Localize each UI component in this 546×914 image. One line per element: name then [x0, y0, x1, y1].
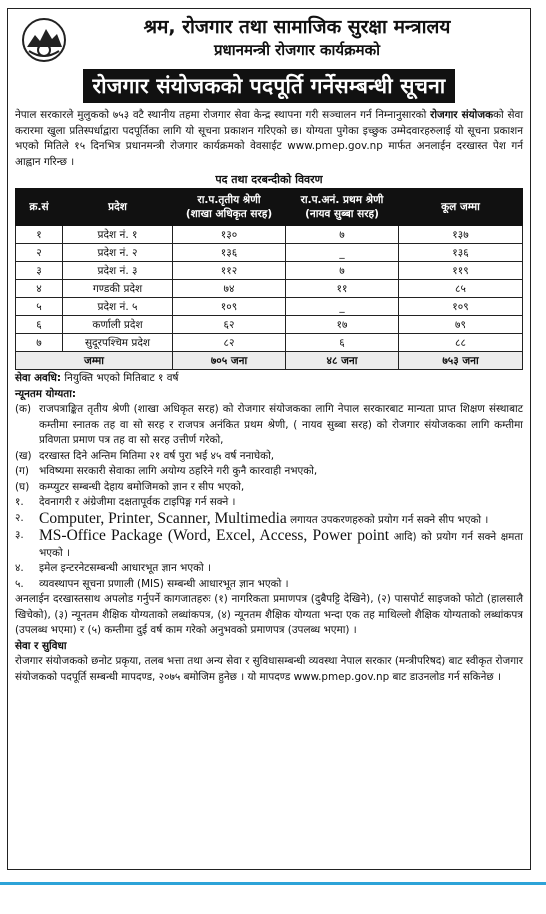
- table-total-row: [16, 352, 523, 370]
- table-header-row: [16, 189, 523, 226]
- cell-total: १३७: [399, 226, 523, 244]
- item-text: देवनागरी र अंग्रेजीमा दक्षतापूर्वक टाइपिङ्ग गर्न सक्ने ।: [39, 496, 236, 508]
- qualification-list: [15, 402, 523, 495]
- cell-subba: ७: [286, 226, 399, 244]
- skill-item: [15, 577, 523, 593]
- item-text: इमेल इन्टरनेटसम्बन्धी आधारभूत ज्ञान भएको ।: [39, 562, 211, 574]
- bottom-divider: [0, 882, 546, 885]
- table-row: [16, 244, 523, 262]
- item-emphasis: MS-Office Package (Word, Excel, Access, Power point: [39, 527, 390, 544]
- item-marker: ३.: [15, 529, 24, 541]
- col-officer: रा.प.तृतीय श्रेणी (शाखा अधिकृत सरह): [173, 189, 286, 226]
- table-row: [16, 316, 523, 334]
- item-marker: ४.: [15, 562, 24, 574]
- total-all: ७५३ जना: [399, 352, 523, 370]
- notice: [7, 8, 531, 870]
- col-province: प्रदेश: [63, 189, 173, 226]
- nepal-emblem-icon: [21, 17, 67, 63]
- total-label: जम्मा: [16, 352, 173, 370]
- notice-banner: रोजगार संयोजकको पदपूर्ति गर्नेसम्बन्धी सूचना: [83, 69, 456, 103]
- cell-province: प्रदेश नं. २: [63, 244, 173, 262]
- cell-officer: १३६: [173, 244, 286, 262]
- cell-subba: ११: [286, 280, 399, 298]
- cell-province: कर्णाली प्रदेश: [63, 316, 173, 334]
- cell-subba: ६: [286, 334, 399, 352]
- item-text: राजपत्राङ्कित तृतीय श्रेणी (शाखा अधिकृत सरह) को रोजगार संयोजकका लागि नेपाल सरकारबाट मान्यता प्राप्त शिक्षण संस्थाबाट कम्तीमा स्नातक तह वा सो सरह र राजपत्र अनंकित प्रथम श्रेणी, ( नायव सुब्बा सरह) को रोजगार संयोजकका लागि कम्तीमा प्रविणता प्रमाण पत्र तह वा सो सरह उत्तीर्ण गरेको,: [39, 403, 523, 446]
- item-text: दरखास्त दिने अन्तिम मितिमा २१ वर्ष पुरा भई ४५ वर्ष ननाघेको,: [39, 449, 275, 462]
- cell-total: ११९: [399, 262, 523, 280]
- item-text: लगायत उपकरणहरुको प्रयोग गर्न सक्ने सीप भएको ।: [286, 513, 489, 526]
- item-text: आदि) को प्रयोग गर्न सक्ने क्षमता भएको ।: [39, 531, 523, 559]
- cell-total: ८५: [399, 280, 523, 298]
- cell-province: प्रदेश नं. १: [63, 226, 173, 244]
- item-text: व्यवस्थापन सूचना प्रणाली (MIS) सम्बन्धी आधारभूत ज्ञान भएको ।: [39, 577, 289, 590]
- item-text: कम्प्युटर सम्बन्धी देहाय बमोजिमको ज्ञान र सीप भएको,: [39, 480, 245, 493]
- qualification-item: [15, 464, 523, 480]
- qualification-item: [15, 480, 523, 496]
- skill-item: [15, 561, 523, 577]
- col-subba: रा.प.अनं. प्रथम श्रेणी (नायव सुब्बा सरह): [286, 189, 399, 226]
- item-marker: ५.: [15, 577, 24, 590]
- cell-subba: _: [286, 244, 399, 262]
- qualification-heading: न्यूनतम योग्यता:: [15, 387, 77, 400]
- header: [15, 15, 523, 65]
- cell-sn: ६: [16, 316, 63, 334]
- cell-officer: ११२: [173, 262, 286, 280]
- facilities-paragraph: रोजगार संयोजकको छनोट प्रकृया, तलब भत्ता तथा अन्य सेवा र सुविधासम्बन्धी व्यवस्था नेपाल सरकार (मन्त्रीपरिषद) बाट स्वीकृत रोजगार संयोजकको पदपूर्ति सम्बन्धी मापदण्ड, २०७५ बमोजिम हुनेछ । यो मापदण्ड www.pmep.gov.np बाट डाउनलोड गर्न सकिनेछ ।: [15, 655, 523, 683]
- cell-total: ८८: [399, 334, 523, 352]
- item-marker: (ख): [15, 449, 32, 462]
- cell-sn: १: [16, 226, 63, 244]
- qualification-item: [15, 402, 523, 449]
- col-sn: क्र.सं: [16, 189, 63, 226]
- ministry-title: श्रम, रोजगार तथा सामाजिक सुरक्षा मन्त्रालय: [143, 16, 451, 38]
- computer-skills-list: [15, 495, 523, 592]
- service-period: सेवा अवधि: नियुक्ति भएको मितिबाट १ वर्ष: [15, 372, 179, 384]
- table-title: पद तथा दरबन्दीको विवरण: [215, 173, 323, 186]
- cell-subba: ७: [286, 262, 399, 280]
- item-marker: (ग): [15, 465, 29, 477]
- cell-sn: ५: [16, 298, 63, 316]
- cell-total: ७९: [399, 316, 523, 334]
- cell-officer: ७४: [173, 280, 286, 298]
- table-row: [16, 280, 523, 298]
- skill-item: [15, 528, 523, 561]
- table-row: [16, 298, 523, 316]
- item-marker: २.: [15, 511, 24, 524]
- item-marker: (क): [15, 403, 32, 415]
- cell-province: सुदूरपश्चिम प्रदेश: [63, 334, 173, 352]
- intro-paragraph: नेपाल सरकारले मुलुकको ७५३ वटै स्थानीय तहमा रोजगार सेवा केन्द्र स्थापना गरी सञ्चालन गर्न निम्नानुसारको रोजगार संयोजकको सेवा करारमा खुला प्रतिस्पर्धाद्वारा पदपूर्तिका लागि यो सूचना प्रकाशन गरिएको छ। योग्यता पुगेका इच्छुक उम्मेदवारहरुलाई यो सूचना प्रकाशन भएको मितिले १५ दिनभित्र प्रधानमन्त्री रोजगार कार्यक्रमको वेवसाईट www.pmep.gov.np मार्फत अनलाईन दरखास्त पेश गर्न आह्वान गरिन्छ ।: [15, 109, 524, 168]
- item-marker: (घ): [15, 480, 30, 493]
- cell-province: गण्डकी प्रदेश: [63, 280, 173, 298]
- cell-province: प्रदेश नं. ५: [63, 298, 173, 316]
- col-total: कूल जम्मा: [399, 189, 523, 226]
- table-row: [16, 262, 523, 280]
- cell-sn: २: [16, 244, 63, 262]
- cell-officer: ६२: [173, 316, 286, 334]
- cell-officer: १३०: [173, 226, 286, 244]
- table-row: [16, 226, 523, 244]
- positions-table: [15, 188, 523, 370]
- cell-total: १०९: [399, 298, 523, 316]
- qualification-item: [15, 449, 523, 465]
- cell-subba: _: [286, 298, 399, 316]
- cell-province: प्रदेश नं. ३: [63, 262, 173, 280]
- item-emphasis: Computer, Printer, Scanner, Multimedia: [39, 509, 287, 527]
- cell-total: १३६: [399, 244, 523, 262]
- program-title: प्रधानमन्त्री रोजगार कार्यक्रमको: [213, 41, 381, 59]
- cell-officer: ८२: [173, 334, 286, 352]
- cell-sn: ३: [16, 262, 63, 280]
- item-marker: १.: [15, 496, 24, 508]
- item-text: भविष्यमा सरकारी सेवाका लागि अयोग्य ठहरिने गरी कुनै कारवाही नभएको,: [39, 465, 318, 477]
- cell-sn: ७: [16, 334, 63, 352]
- cell-subba: १७: [286, 316, 399, 334]
- skill-item: [15, 511, 523, 529]
- table-row: [16, 334, 523, 352]
- facilities-heading: सेवा र सुविधा: [15, 639, 67, 652]
- skill-item: [15, 495, 523, 511]
- intro-bold: रोजगार संयोजक: [430, 109, 494, 121]
- total-officer: ७०५ जना: [173, 352, 286, 370]
- cell-sn: ४: [16, 280, 63, 298]
- documents-paragraph: अनलाईन दरखास्तसाथ अपलोड गर्नुपर्ने कागजातहरुः (१) नागरिकता प्रमाणपत्र (दुबैपट्टि देखिने), (२) पासपोर्ट साइजको फोटो (हालसालै खिचेको), (३) न्यूनतम शैक्षिक योग्यताको लब्धांकपत्र, (४) न्यूनतम शैक्षिक योग्यता भन्दा एक तह माथिल्लो शैक्षिक योग्यताको लब्धांकपत्र (उपलब्ध भएमा) र (५) कम्तीमा दुई वर्ष काम गरेको अनुभवको प्रमाणपत्र (उपलब्ध भएमा) ।: [15, 593, 523, 636]
- cell-officer: १०९: [173, 298, 286, 316]
- total-subba: ४८ जना: [286, 352, 399, 370]
